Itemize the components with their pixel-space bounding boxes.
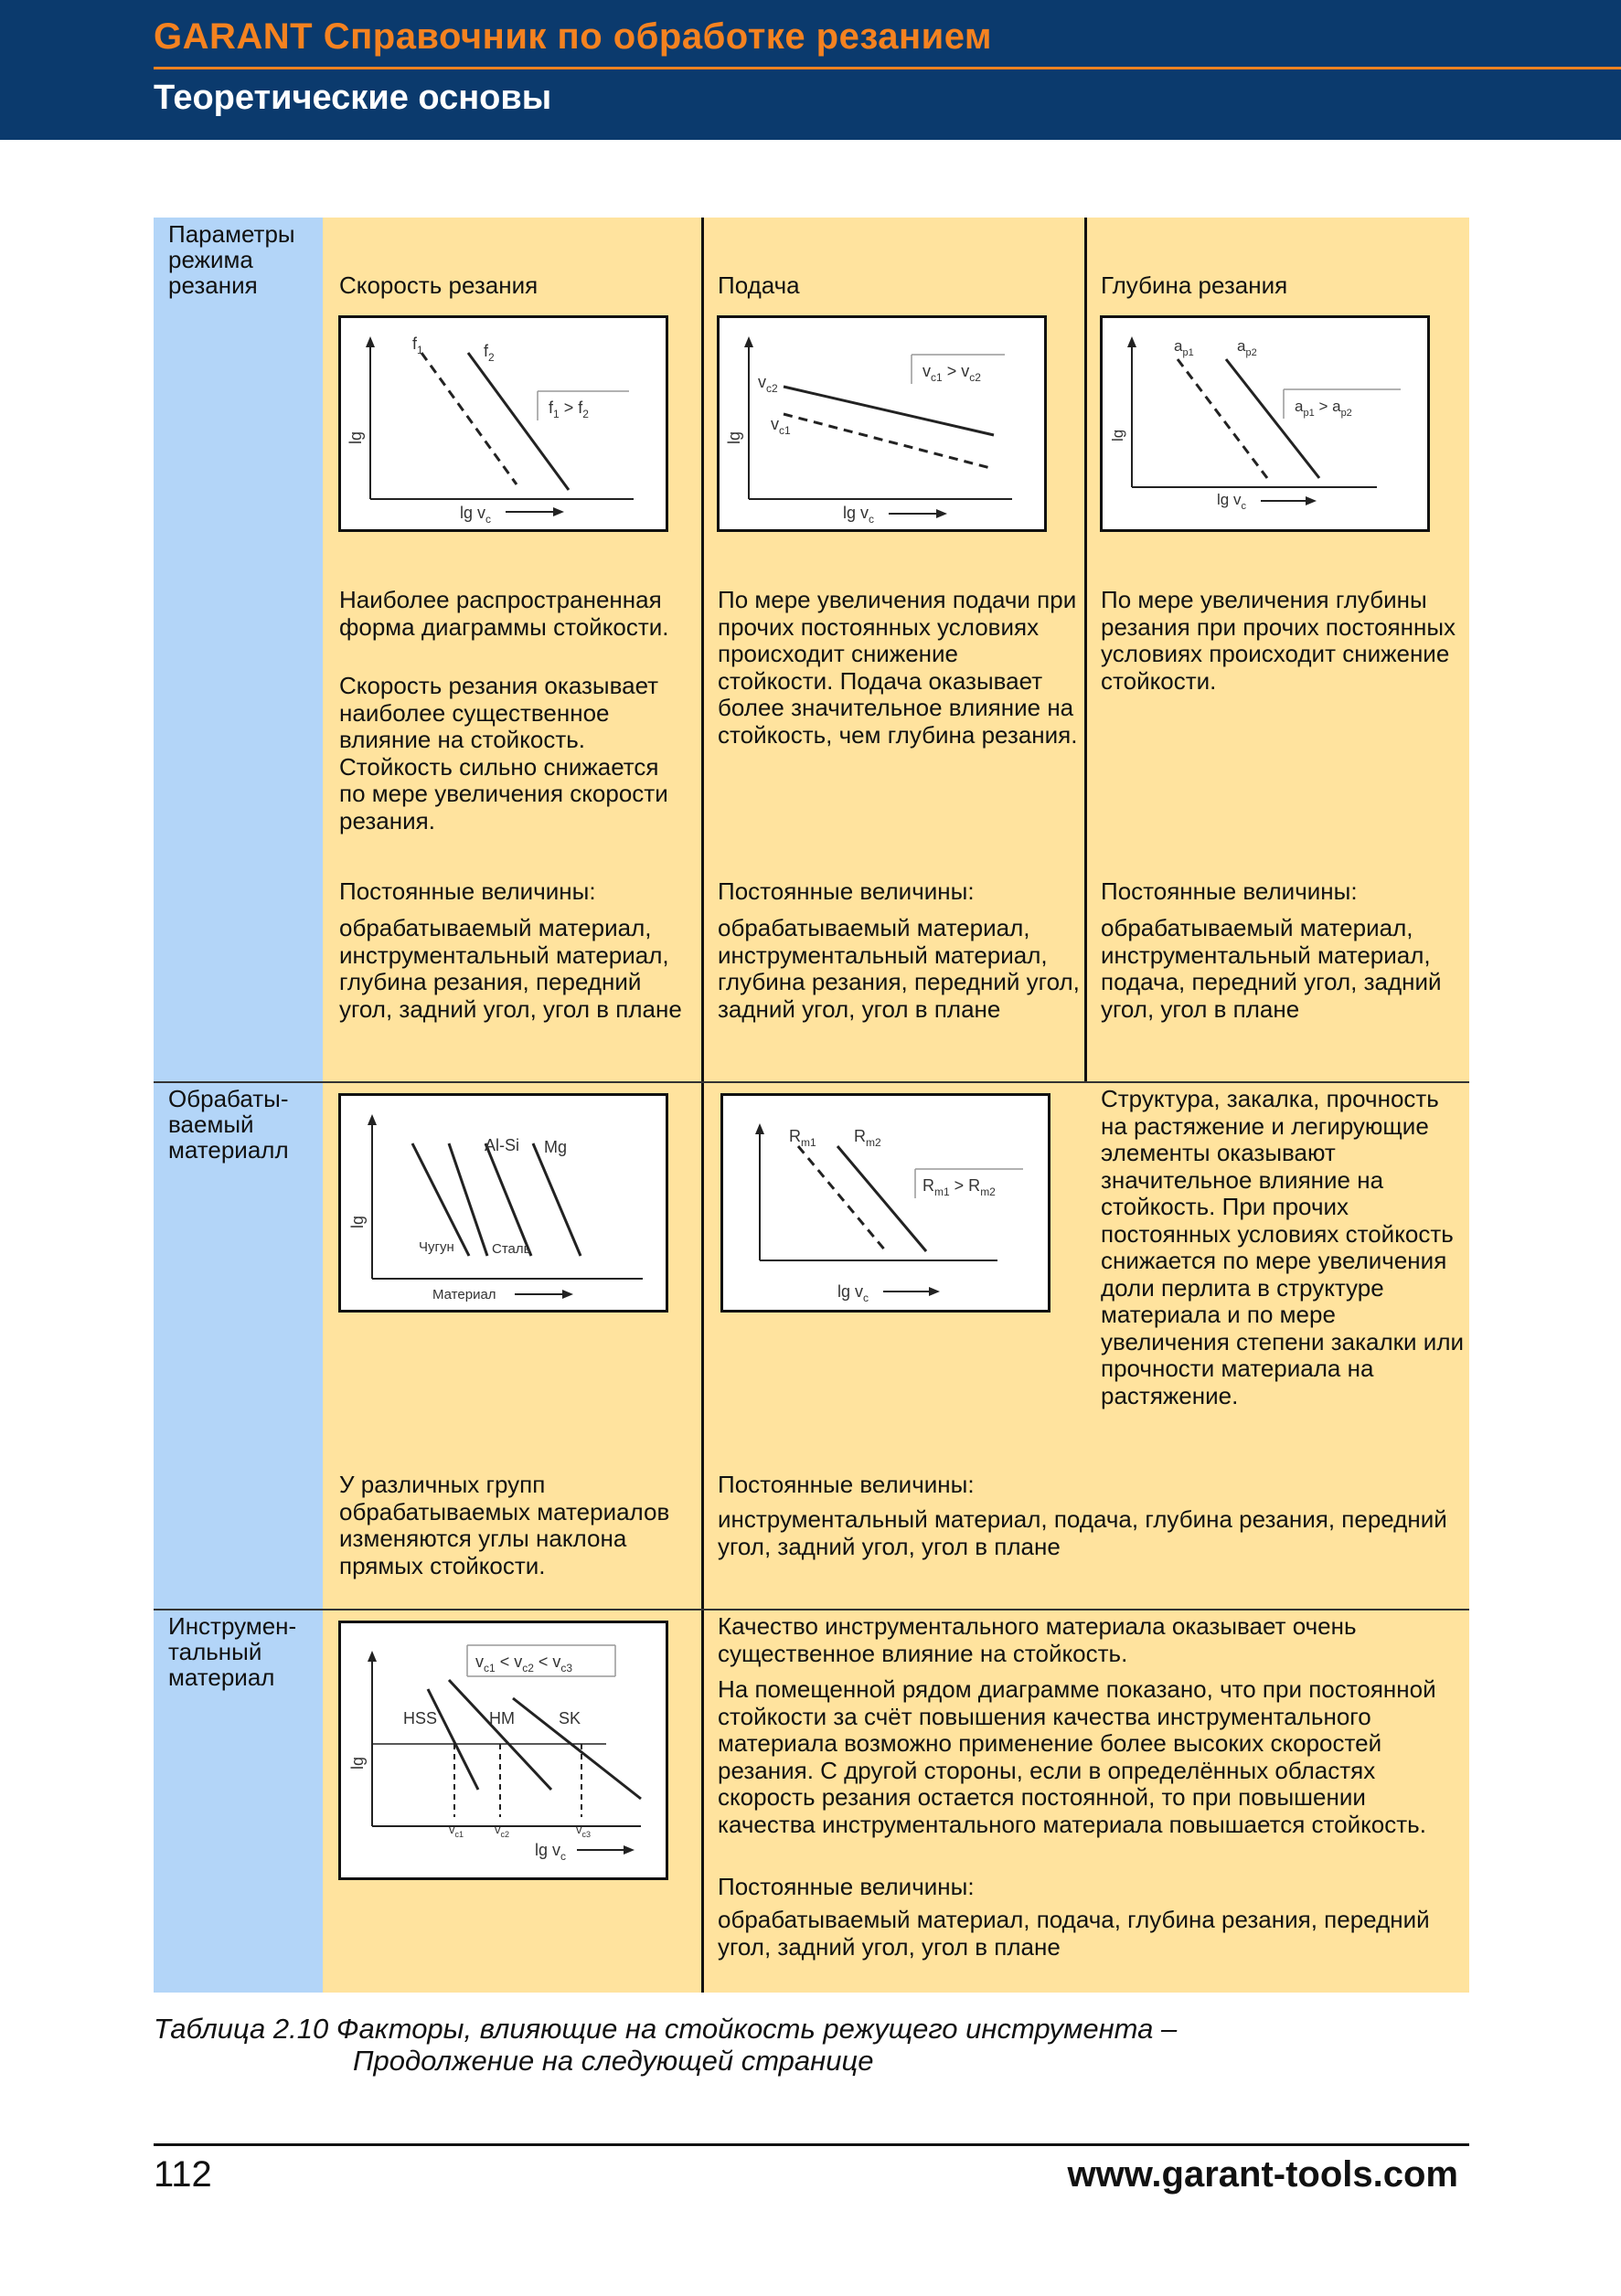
x-axis-label: lg v — [843, 504, 869, 522]
diagram-speed — [338, 315, 668, 532]
diagram-material — [338, 1093, 668, 1313]
relation-label: R — [922, 1176, 934, 1195]
line-label: v — [771, 415, 779, 433]
tool-material-text-2: На помещенной рядом диаграмме показано, что при постоянной стойкости за счёт повышения качества инструментального материала возможно применение более высоких скоростей резания. С другой стороны, если в определённых областях скорость резания остается постоянной, то при повышении качества инструментального материала повышается стойкость. — [718, 1675, 1436, 1838]
constants-heading: Постоянные величины: — [718, 877, 975, 905]
series-label-cast-iron: Чугун — [419, 1239, 454, 1255]
line-label: f — [484, 342, 489, 360]
depth-description: По мере увеличения глубины резания при прочих постоянных условиях происходит снижение стойкости. — [1101, 586, 1456, 695]
relation-label: v — [475, 1653, 484, 1671]
x-axis-label: lg v — [1217, 491, 1242, 508]
constants-heading: Постоянные величины: — [339, 877, 596, 905]
footer-url[interactable]: www.garant-tools.com — [1067, 2154, 1458, 2195]
page-header — [0, 0, 1621, 140]
speed-constants: обрабатываемый материал, инструментальный материал, глубина резания, передний угол, задний угол, угол в плане — [339, 914, 682, 1023]
relation-label: a — [1295, 398, 1304, 415]
svg-text:vc1 < vc2 < vc3: $v_{c1} < v_{c2} < v_{c3}$ — [475, 1653, 573, 1674]
constants-heading: Постоянные величины: — [718, 1471, 975, 1498]
tick-label: v — [495, 1823, 501, 1836]
svg-text:vc1 > vc2: $v_{c1} > v_{c2}$ — [922, 362, 981, 384]
svg-text:Rm1: $R_{m1}$ — [789, 1127, 816, 1149]
svg-text:vc3: $v_{c3}$ — [576, 1823, 592, 1839]
line-label: R — [789, 1127, 801, 1145]
line-label: a — [1174, 337, 1183, 355]
header-rule — [154, 67, 1621, 69]
relation-label: v — [922, 362, 931, 380]
constants-heading: Постоянные величины: — [718, 1873, 975, 1900]
svg-text:lg: lg — [348, 1756, 367, 1770]
series-label-hss: HSS — [403, 1709, 438, 1727]
svg-text:lg vc: $\lg v_c$ — [843, 504, 875, 526]
svg-text:ap2: $a_{p2}$ — [1237, 337, 1257, 358]
constants-heading: Постоянные величины: — [1101, 877, 1358, 905]
svg-text:ap1: $a_{p1}$ — [1174, 337, 1194, 358]
svg-text:lg: lg — [725, 430, 743, 444]
row-divider — [154, 1081, 1469, 1083]
row-label-workpiece-material: Обрабаты- ваемый материалл — [168, 1085, 289, 1164]
col-head-speed: Скорость резания — [339, 271, 539, 299]
feed-constants: обрабатываемый материал, инструментальный материал, глубина резания, передний угол, задний угол, угол в плане — [718, 914, 1080, 1023]
svg-text:lg vc: $\lg v_c$ — [1217, 491, 1246, 512]
page-number: 112 — [154, 2154, 212, 2195]
series-label-steel: Сталь — [492, 1241, 531, 1257]
svg-text:vc2: $v_{c2}$ — [758, 373, 778, 395]
header-subtitle: Теоретические основы — [154, 79, 552, 117]
material-constants: инструментальный материал, подача, глубина резания, передний угол, задний угол, угол в плане — [718, 1505, 1447, 1560]
series-label-alsi: Al-Si — [485, 1136, 520, 1154]
series-label-hm: HM — [489, 1709, 515, 1727]
row-label-tool-material: Инструмен- тальный материал — [168, 1612, 297, 1691]
col-head-feed: Подача — [718, 271, 800, 299]
series-label-mg: Mg — [544, 1138, 568, 1156]
line-label: R — [854, 1127, 866, 1145]
y-axis-label: lg — [347, 430, 365, 444]
footer-rule — [154, 2143, 1469, 2146]
x-axis-label: lg v — [535, 1841, 561, 1859]
x-axis-label: lg v — [460, 504, 486, 522]
tick-label: v — [576, 1823, 582, 1836]
line-label: a — [1237, 337, 1246, 355]
diagram-tool-material — [338, 1621, 668, 1880]
diagram-depth — [1100, 315, 1430, 532]
svg-text:vc2: $v_{c2}$ — [495, 1823, 510, 1839]
column-divider — [701, 218, 704, 1993]
svg-text:ap1 > ap2: $a_{p1} > a_{p2}$ — [1295, 398, 1352, 419]
svg-text:vc1: $v_{c1}$ — [771, 415, 791, 437]
svg-text:lg vc: $\lg v_c$ — [535, 1841, 567, 1863]
svg-text:f1 > f2: $f_1 > f_2$ — [549, 399, 589, 420]
tool-material-constants: обрабатываемый материал, подача, глубина резания, передний угол, задний угол, угол в плане — [718, 1906, 1430, 1961]
svg-text:Rm1 > Rm2: $R_{m1} > R_{m2}$ — [922, 1176, 996, 1198]
row-divider — [154, 1609, 1469, 1610]
col-head-depth: Глубина резания — [1101, 271, 1288, 299]
svg-text:lg vc: $\lg v_c$ — [837, 1282, 869, 1304]
material-description: Структура, закалка, прочность на растяжение и легирующие элементы оказывают значительное влияние на стойкость. При прочих постоянных условиях стойкость снижается по мере увеличения доли перлита в структуре материала и по мере увеличения степени закалки или прочности материала на растяжение. — [1101, 1085, 1465, 1409]
factors-table — [154, 218, 1469, 1993]
tool-material-text-1: Качество инструментального материала оказывает очень существенное влияние на стойкость. — [718, 1612, 1357, 1667]
table-caption: Таблица 2.10 Факторы, влияющие на стойкость режущего инструмента – — [154, 2013, 1178, 2045]
x-axis-label: lg v — [837, 1282, 864, 1301]
column-divider — [1084, 218, 1087, 1083]
svg-text:Rm2: $R_{m2}$ — [854, 1127, 881, 1149]
svg-text:lg: lg — [348, 1215, 367, 1228]
depth-constants: обрабатываемый материал, инструментальный материал, подача, передний угол, задний угол, угол в плане — [1101, 914, 1442, 1023]
feed-description: По мере увеличения подачи при прочих постоянных условиях происходит снижение стойкости. Подача оказывает более значительное влияние на стойкость, чем глубина резания. — [718, 586, 1078, 749]
svg-text:f1: $f_1$ — [412, 335, 423, 356]
speed-description-2: Скорость резания оказывает наиболее существенное влияние на стойкость. Стойкость сильно снижается по мере увеличения скорости резания. — [339, 672, 668, 834]
svg-text:lg vc: $\lg v_c$ — [460, 504, 492, 526]
row-label-cutting-params: Параметры режима резания — [168, 220, 295, 299]
svg-text:lg: lg — [1109, 429, 1126, 441]
header-title: GARANT Справочник по обработке резанием — [154, 16, 993, 57]
line-label: v — [758, 373, 766, 391]
diagram-feed — [717, 315, 1047, 532]
speed-description: Наиболее распространенная форма диаграммы стойкости. — [339, 586, 669, 641]
series-label-sk: SK — [559, 1709, 581, 1727]
svg-text:f2: $f_2$ — [484, 342, 495, 364]
svg-text:vc1: $v_{c1}$ — [449, 1823, 464, 1839]
relation-label: f — [549, 399, 554, 417]
tick-label: v — [449, 1823, 455, 1836]
diagram-strength — [720, 1093, 1050, 1313]
x-axis-label: Материал — [432, 1287, 496, 1302]
table-caption-continued: Продолжение на следующей странице — [353, 2045, 874, 2077]
line-label: f — [412, 335, 418, 353]
material-groups-text: У различных групп обрабатываемых материалов изменяются углы наклона прямых стойкости. — [339, 1471, 670, 1579]
